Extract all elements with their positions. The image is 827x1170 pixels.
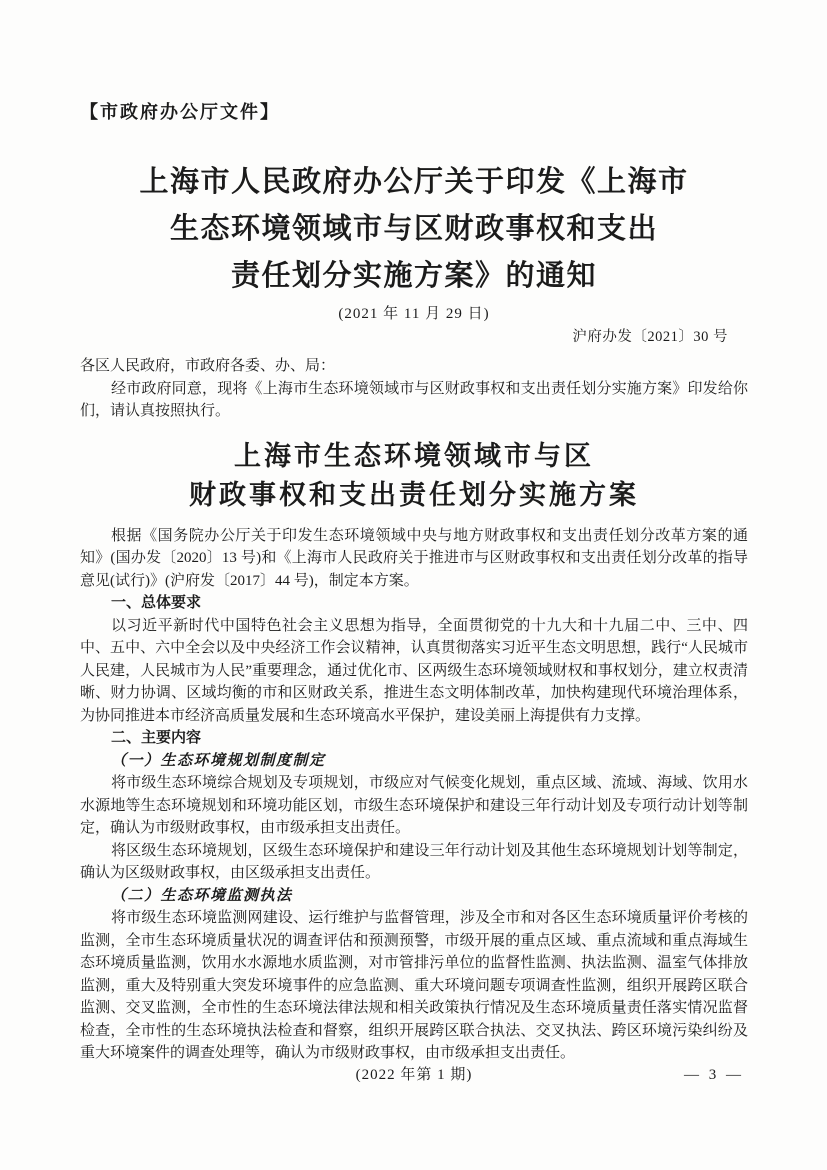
subsection-2-heading: （二）生态环境监测执法 [111,887,293,904]
notice-salutation: 各区人民政府，市政府各委、办、局： [80,358,336,374]
notice-body-paragraph: 经市政府同意，现将《上海市生态环境领域市与区财政事权和支出责任划分实施方案》印发给你们，请认真按照执行。 [80,380,748,419]
plan-title-line-1: 上海市生态环境领域市与区 [234,440,594,471]
notice-date: (2021 年 11 月 29 日) [338,306,490,322]
page-number: — 3 — [684,1067,744,1083]
subsection-1-paragraph-2: 将区级生态环境规划，区级生态环境保护和建设三年行动计划及其他生态环境规划计划等制定，确认为区级财政事权，由区级承担支出责任。 [80,842,748,881]
subsection-2-paragraph-1: 将市级生态环境监测网建设、运行维护与监督管理，涉及全市和对各区生态环境质量评价考核的监测，全市生态环境质量状况的调查评估和预测预警，市级开展的重点区域、重点流域和重点海域生态环境质量监测，饮用水水源地水质监测，对市管排污单位的监督性监测、执法监测、温室气体排放监测，重大及特别重大突发环境事件的应急监测、重大环境问题专项调查性监测，组织开展跨区联合监测、交叉监测，全市性的生态环境法律法规和相关政策执行情况及生态环境质量责任落实情况监督检查，全市性的生态环境执法检查和督察，组织开展跨区联合执法、交叉执法、跨区环境污染纠纷及重大环境案件的调查处理等，确认为市级财政事权，由市级承担支出责任。 [80,910,748,1061]
document-number: 沪府办发〔2021〕30 号 [572,329,728,345]
plan-title-line-2: 财政事权和支出责任划分实施方案 [189,479,639,510]
notice-title-line-2: 生态环境领域市与区财政事权和支出 [169,213,658,245]
gazette-issue-label: (2022 年第 1 期) [355,1067,473,1083]
section-1-paragraph: 以习近平新时代中国特色社会主义思想为指导，全面贯彻党的十九大和十九届二中、三中、四中、五中、六中全会以及中央经济工作会议精神，认真贯彻落实习近平生态文明思想，践行“人民城市人民建，人民城市为人民”重要理念，通过优化市、区两级生态环境领域财权和事权划分，建立权责清晰、财力协调、区域均衡的市和区财政关系，推进生态文明体制改革，加快构建现代环境治理体系，为协同推进本市经济高质量发展和生态环境高水平保护，建设美丽上海提供有力支撑。 [80,617,748,724]
notice-title-line-1: 上海市人民政府办公厅关于印发《上海市 [139,166,689,198]
plan-title [80,437,748,515]
section-2-heading: 二、主要内容 [111,729,202,746]
subsection-1-paragraph-1: 将市级生态环境综合规划及专项规划，市级应对气候变化规划，重点区域、流域、海域、饮用水水源地等生态环境规划和环境功能区划，市级生态环境保护和建设三年行动计划及专项行动计划等制定，确认为市级财政事权，由市级承担支出责任。 [80,775,748,836]
subsection-1-heading: （一）生态环境规划制度制定 [111,752,326,769]
section-1-heading: 一、总体要求 [111,594,202,611]
plan-intro-paragraph: 根据《国务院办公厅关于印发生态环境领域中央与地方财政事权和支出责任划分改革方案的通知》(国办发〔2020〕13 号)和《上海市人民政府关于推进市与区财政事权和支出责任划分改革的指导意见(试行)》(沪府发〔2017〕44 号)，制定本方案。 [80,527,748,589]
page-footer [80,1064,748,1086]
document-category-tag: 【市政府办公厅文件】 [80,102,280,122]
notice-title-line-3: 责任划分实施方案》的通知 [230,260,597,292]
notice-title [80,159,748,300]
